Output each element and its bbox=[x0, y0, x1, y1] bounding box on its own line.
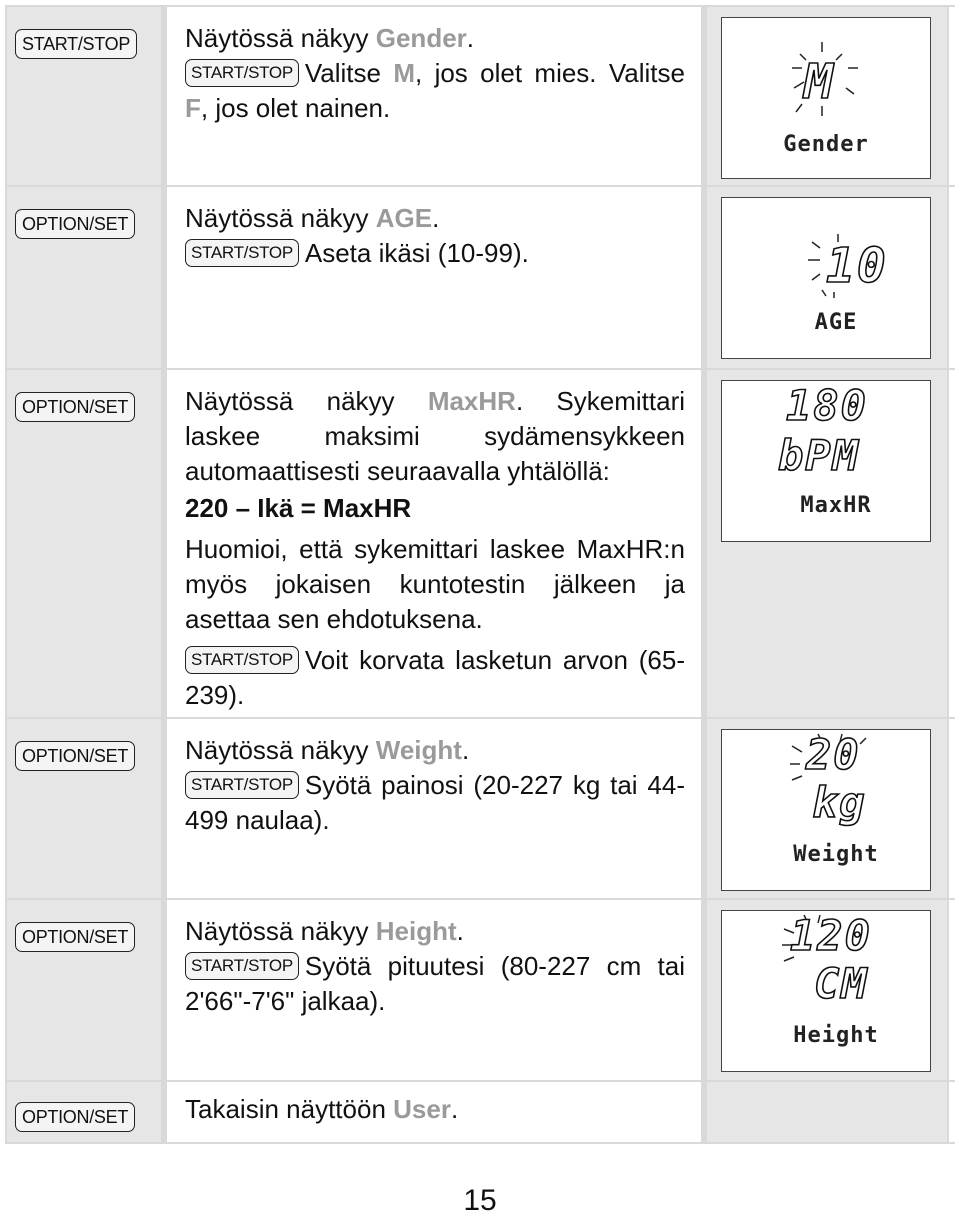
lcd-label: Gender bbox=[783, 132, 869, 157]
instruction-text: START/STOP Syötä pituutesi (80-227 cm tai 2'66"-7'6" jalkaa). bbox=[185, 951, 685, 1016]
display-name: MaxHR bbox=[427, 386, 516, 416]
instruction-line: Näytössä näkyy MaxHR. Sykemittari laskee maksimi sydämensykkeen automaattisesti seuraavalla yhtälöllä: bbox=[185, 386, 686, 486]
lcd-unit: CM bbox=[814, 959, 869, 1008]
start-stop-button[interactable]: START/STOP bbox=[15, 29, 137, 59]
lcd-main-value: M bbox=[804, 54, 835, 110]
display-name: AGE bbox=[375, 203, 433, 233]
lcd-display bbox=[721, 910, 931, 1072]
option-set-button[interactable]: OPTION/SET bbox=[15, 922, 135, 952]
option-set-button[interactable]: OPTION/SET bbox=[15, 741, 135, 771]
lcd-label: AGE bbox=[814, 310, 858, 335]
instruction-cell bbox=[161, 370, 701, 717]
display-cell bbox=[701, 370, 949, 717]
lcd-label: Height bbox=[793, 1023, 879, 1048]
instruction-text: START/STOP Valitse M, jos olet mies. Valitse F, jos olet nainen. bbox=[185, 58, 685, 123]
button-cell bbox=[5, 719, 161, 898]
instruction-table bbox=[5, 5, 955, 1144]
instruction-line: Näytössä näkyy Height. bbox=[185, 916, 464, 946]
display-cell bbox=[701, 719, 949, 898]
page-number: 15 bbox=[463, 1184, 497, 1217]
lcd-unit: bPM bbox=[778, 431, 860, 480]
start-stop-button[interactable]: START/STOP bbox=[185, 646, 299, 674]
instruction-text: START/STOP Syötä painosi (20-227 kg tai 44-499 naulaa). bbox=[185, 770, 685, 835]
option-set-button[interactable]: OPTION/SET bbox=[15, 209, 135, 239]
button-cell bbox=[5, 370, 161, 717]
formula: 220 – Ikä = MaxHR bbox=[185, 493, 412, 523]
option-set-button[interactable]: OPTION/SET bbox=[15, 1102, 135, 1132]
instruction-cell bbox=[161, 1082, 701, 1142]
start-stop-button[interactable]: START/STOP bbox=[185, 239, 299, 267]
lcd-main-value: 180 bbox=[786, 381, 868, 430]
button-cell bbox=[5, 187, 161, 368]
lcd-main-value: 20 bbox=[806, 730, 861, 779]
display-name: Weight bbox=[375, 735, 462, 765]
display-name: User bbox=[393, 1094, 451, 1124]
lcd-display bbox=[721, 729, 931, 891]
option-set-button[interactable]: OPTION/SET bbox=[15, 392, 135, 422]
instruction-cell bbox=[161, 719, 701, 898]
display-cell bbox=[701, 1082, 949, 1142]
lcd-display bbox=[721, 17, 931, 179]
instruction-line: Näytössä näkyy AGE. bbox=[185, 203, 440, 233]
start-stop-button[interactable]: START/STOP bbox=[185, 771, 299, 799]
table-row bbox=[5, 1082, 955, 1144]
table-row bbox=[5, 719, 955, 900]
lcd-display bbox=[721, 197, 931, 359]
start-stop-button[interactable]: START/STOP bbox=[185, 59, 299, 87]
instruction-cell bbox=[161, 900, 701, 1080]
lcd-display bbox=[721, 380, 931, 542]
instruction-line: Takaisin näyttöön User. bbox=[185, 1094, 459, 1124]
instruction-cell bbox=[161, 187, 701, 368]
note-text: Huomioi, että sykemittari laskee MaxHR:n myös jokaisen kuntotestin jälkeen ja asettaa sen ehdotuksena. bbox=[185, 534, 685, 634]
table-row bbox=[5, 5, 955, 187]
display-name: Gender bbox=[375, 23, 467, 53]
table-row bbox=[5, 370, 955, 719]
button-cell bbox=[5, 900, 161, 1080]
lcd-label: MaxHR bbox=[800, 493, 872, 518]
instruction-cell bbox=[161, 7, 701, 185]
lcd-main-value: 120 bbox=[790, 911, 872, 960]
button-cell bbox=[5, 1082, 161, 1142]
display-cell bbox=[701, 7, 949, 185]
instruction-line: Näytössä näkyy Weight. bbox=[185, 735, 470, 765]
instruction-line: Näytössä näkyy Gender. bbox=[185, 23, 475, 53]
table-row bbox=[5, 187, 955, 370]
lcd-unit: kg bbox=[812, 778, 867, 827]
table-row bbox=[5, 900, 955, 1082]
lcd-label: Weight bbox=[793, 842, 879, 867]
lcd-main-value: 10 bbox=[826, 238, 888, 294]
start-stop-button[interactable]: START/STOP bbox=[185, 952, 299, 980]
display-name: Height bbox=[375, 916, 457, 946]
display-cell bbox=[701, 187, 949, 368]
display-cell bbox=[701, 900, 949, 1080]
instruction-text: START/STOP Aseta ikäsi (10-99). bbox=[185, 236, 685, 271]
button-cell bbox=[5, 7, 161, 185]
instruction-text: START/STOP Voit korvata lasketun arvon (65-239). bbox=[185, 645, 685, 710]
